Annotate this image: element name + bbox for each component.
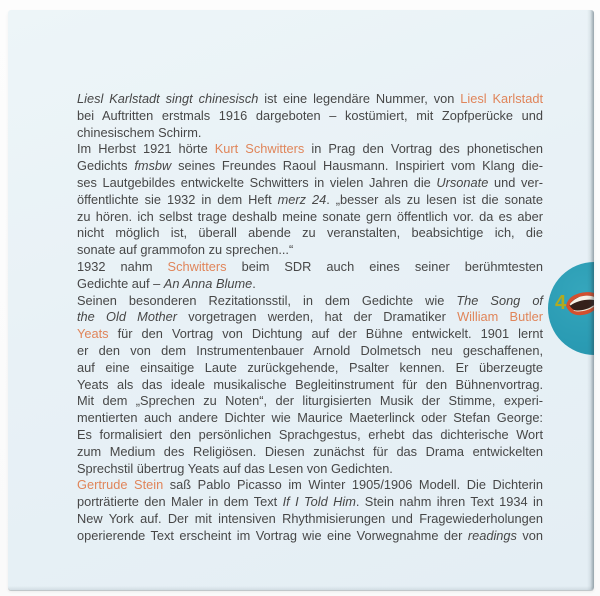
text-line [77, 494, 543, 511]
text-line [77, 444, 543, 461]
open-mouth-icon [564, 288, 594, 320]
text-segment: chinesischem Schirm. [77, 124, 202, 140]
text-segment: sonate auf grammofon zu sprechen...“ [77, 242, 294, 258]
text-segment: The Song of [456, 292, 543, 308]
text-line [77, 225, 543, 242]
text-segment: Schwitters [167, 258, 227, 274]
text-line [77, 141, 543, 158]
text-line [77, 427, 543, 444]
text-segment: An Anna Blume [163, 275, 253, 291]
text-line [77, 293, 543, 310]
text-line [77, 209, 543, 226]
text-segment: Liesl Karlstadt singt chinesisch [77, 91, 259, 106]
text-segment: Liesl Karlstadt [460, 91, 544, 106]
page-bottom-shadow [8, 586, 594, 590]
text-segment: ses Lautgebildes entwickelte Schwitters in vielen Jahren die [77, 174, 437, 190]
text-segment: . Stein nahm ihren Text 1934 in [355, 494, 543, 510]
text-segment: operierende Text erscheint im Vortrag wie eine Vorwegnahme der [77, 527, 468, 543]
text-segment: the Old Mother [77, 309, 177, 325]
text-segment: fmsbw [134, 158, 172, 174]
text-line [77, 377, 543, 394]
text-segment: Mit dem „Sprechen zu Noten“, der liturgisierten Musik der Stimme, experi- [77, 393, 543, 409]
text-segment: New York auf. Der mit intensiven Rhythmisierungen und Fragewiederholungen [77, 510, 543, 526]
text-line [77, 360, 543, 377]
body-text [77, 91, 543, 545]
text-segment: er den von dem Instrumentenbauer Arnold Dolmetsch neu geschaffenen, [77, 342, 543, 358]
text-segment: bei Auftritten erstmals 1916 dargeboten – kostümiert, mit Zopfperücke und [77, 107, 543, 123]
text-segment: If I Told Him [282, 494, 356, 510]
text-segment: auf eine einsaitige Laute zurückgehende, Psalter kennen. Er überzeugte [77, 359, 543, 375]
text-segment: vorgetragen werden, hat der Dramatiker [177, 309, 458, 325]
text-segment: beim SDR auch eines seiner berühmtesten [226, 258, 543, 274]
text-segment: ist eine legendäre Nummer, von [258, 91, 461, 106]
text-segment: nicht möglich ist, überall abende zu veranstalten, beabsichtige ich, die [77, 225, 543, 241]
text-line [77, 528, 543, 545]
text-segment: saß Pablo Picasso im Winter 1905/1906 Modell. Die Dichterin [163, 477, 543, 493]
text-line [77, 91, 543, 108]
text-segment: . „besser als zu lesen ist die sonate [326, 191, 543, 207]
text-line [77, 108, 543, 125]
text-segment: Seinen besonderen Rezitationsstil, in dem Gedichte wie [77, 292, 457, 308]
text-segment: Ursonate [436, 174, 489, 190]
text-segment: . [252, 275, 256, 291]
page-number: 4 [555, 292, 567, 314]
text-segment: mentierten auch andere Dichter wie Maurice Maeterlinck oder Stefan George: [77, 410, 543, 426]
booklet-page [8, 10, 594, 590]
text-segment: 1932 nahm [77, 258, 168, 274]
text-line [77, 125, 543, 142]
text-segment: öffentlichte sie 1932 in dem Heft [77, 191, 278, 207]
text-segment: Im Herbst 1921 hörte [77, 141, 215, 157]
text-segment: seines Freundes Raoul Hausmann. Inspiriert vom Klang die- [171, 158, 543, 174]
text-line [77, 158, 543, 175]
text-line [77, 393, 543, 410]
text-segment: von [516, 527, 543, 543]
text-line [77, 511, 543, 528]
text-segment: Yeats [77, 326, 109, 342]
text-segment: porträtierte den Maler in dem Text [77, 494, 283, 510]
text-segment: readings [467, 527, 517, 543]
text-segment: William Butler [457, 309, 543, 325]
page-number-badge [548, 262, 594, 355]
text-line [77, 259, 543, 276]
text-segment: Gedichte auf – [77, 275, 164, 291]
text-segment: Gedichts [77, 158, 135, 174]
text-line [77, 343, 543, 360]
text-segment: für den Vortrag von Dichtung auf der Bühne entwickelt. 1901 lernt [108, 326, 543, 342]
text-segment: zum Medium des Religiösen. Diesen zunächst für das Drama entwickelten [77, 443, 543, 459]
text-line [77, 410, 543, 427]
text-segment: zu hören. ich selbst trage deshalb meine sonate gern öffentlich vor. da es aber [77, 208, 543, 224]
text-segment: Es formalisiert den persönlichen Sprachgestus, erhebt das dichterische Wort [77, 426, 543, 442]
text-line [77, 175, 543, 192]
text-line [77, 192, 543, 209]
text-line [77, 309, 543, 326]
text-line [77, 276, 543, 293]
text-segment: Sprechstil übertrug Yeats auf das Lesen von Gedichten. [77, 460, 393, 476]
text-segment: in Prag den Vortrag des phonetischen [304, 141, 543, 157]
text-line [77, 326, 543, 343]
text-line [77, 477, 543, 494]
text-segment: und ver- [488, 174, 543, 190]
text-segment: Gertrude Stein [77, 477, 164, 493]
text-segment: Kurt Schwitters [214, 141, 305, 157]
text-line [77, 242, 543, 259]
text-segment: merz 24 [277, 191, 327, 207]
text-line [77, 461, 543, 478]
text-segment: Yeats als das ideale musikalische Begleitinstrument für den Bühnenvortrag. [77, 376, 543, 392]
